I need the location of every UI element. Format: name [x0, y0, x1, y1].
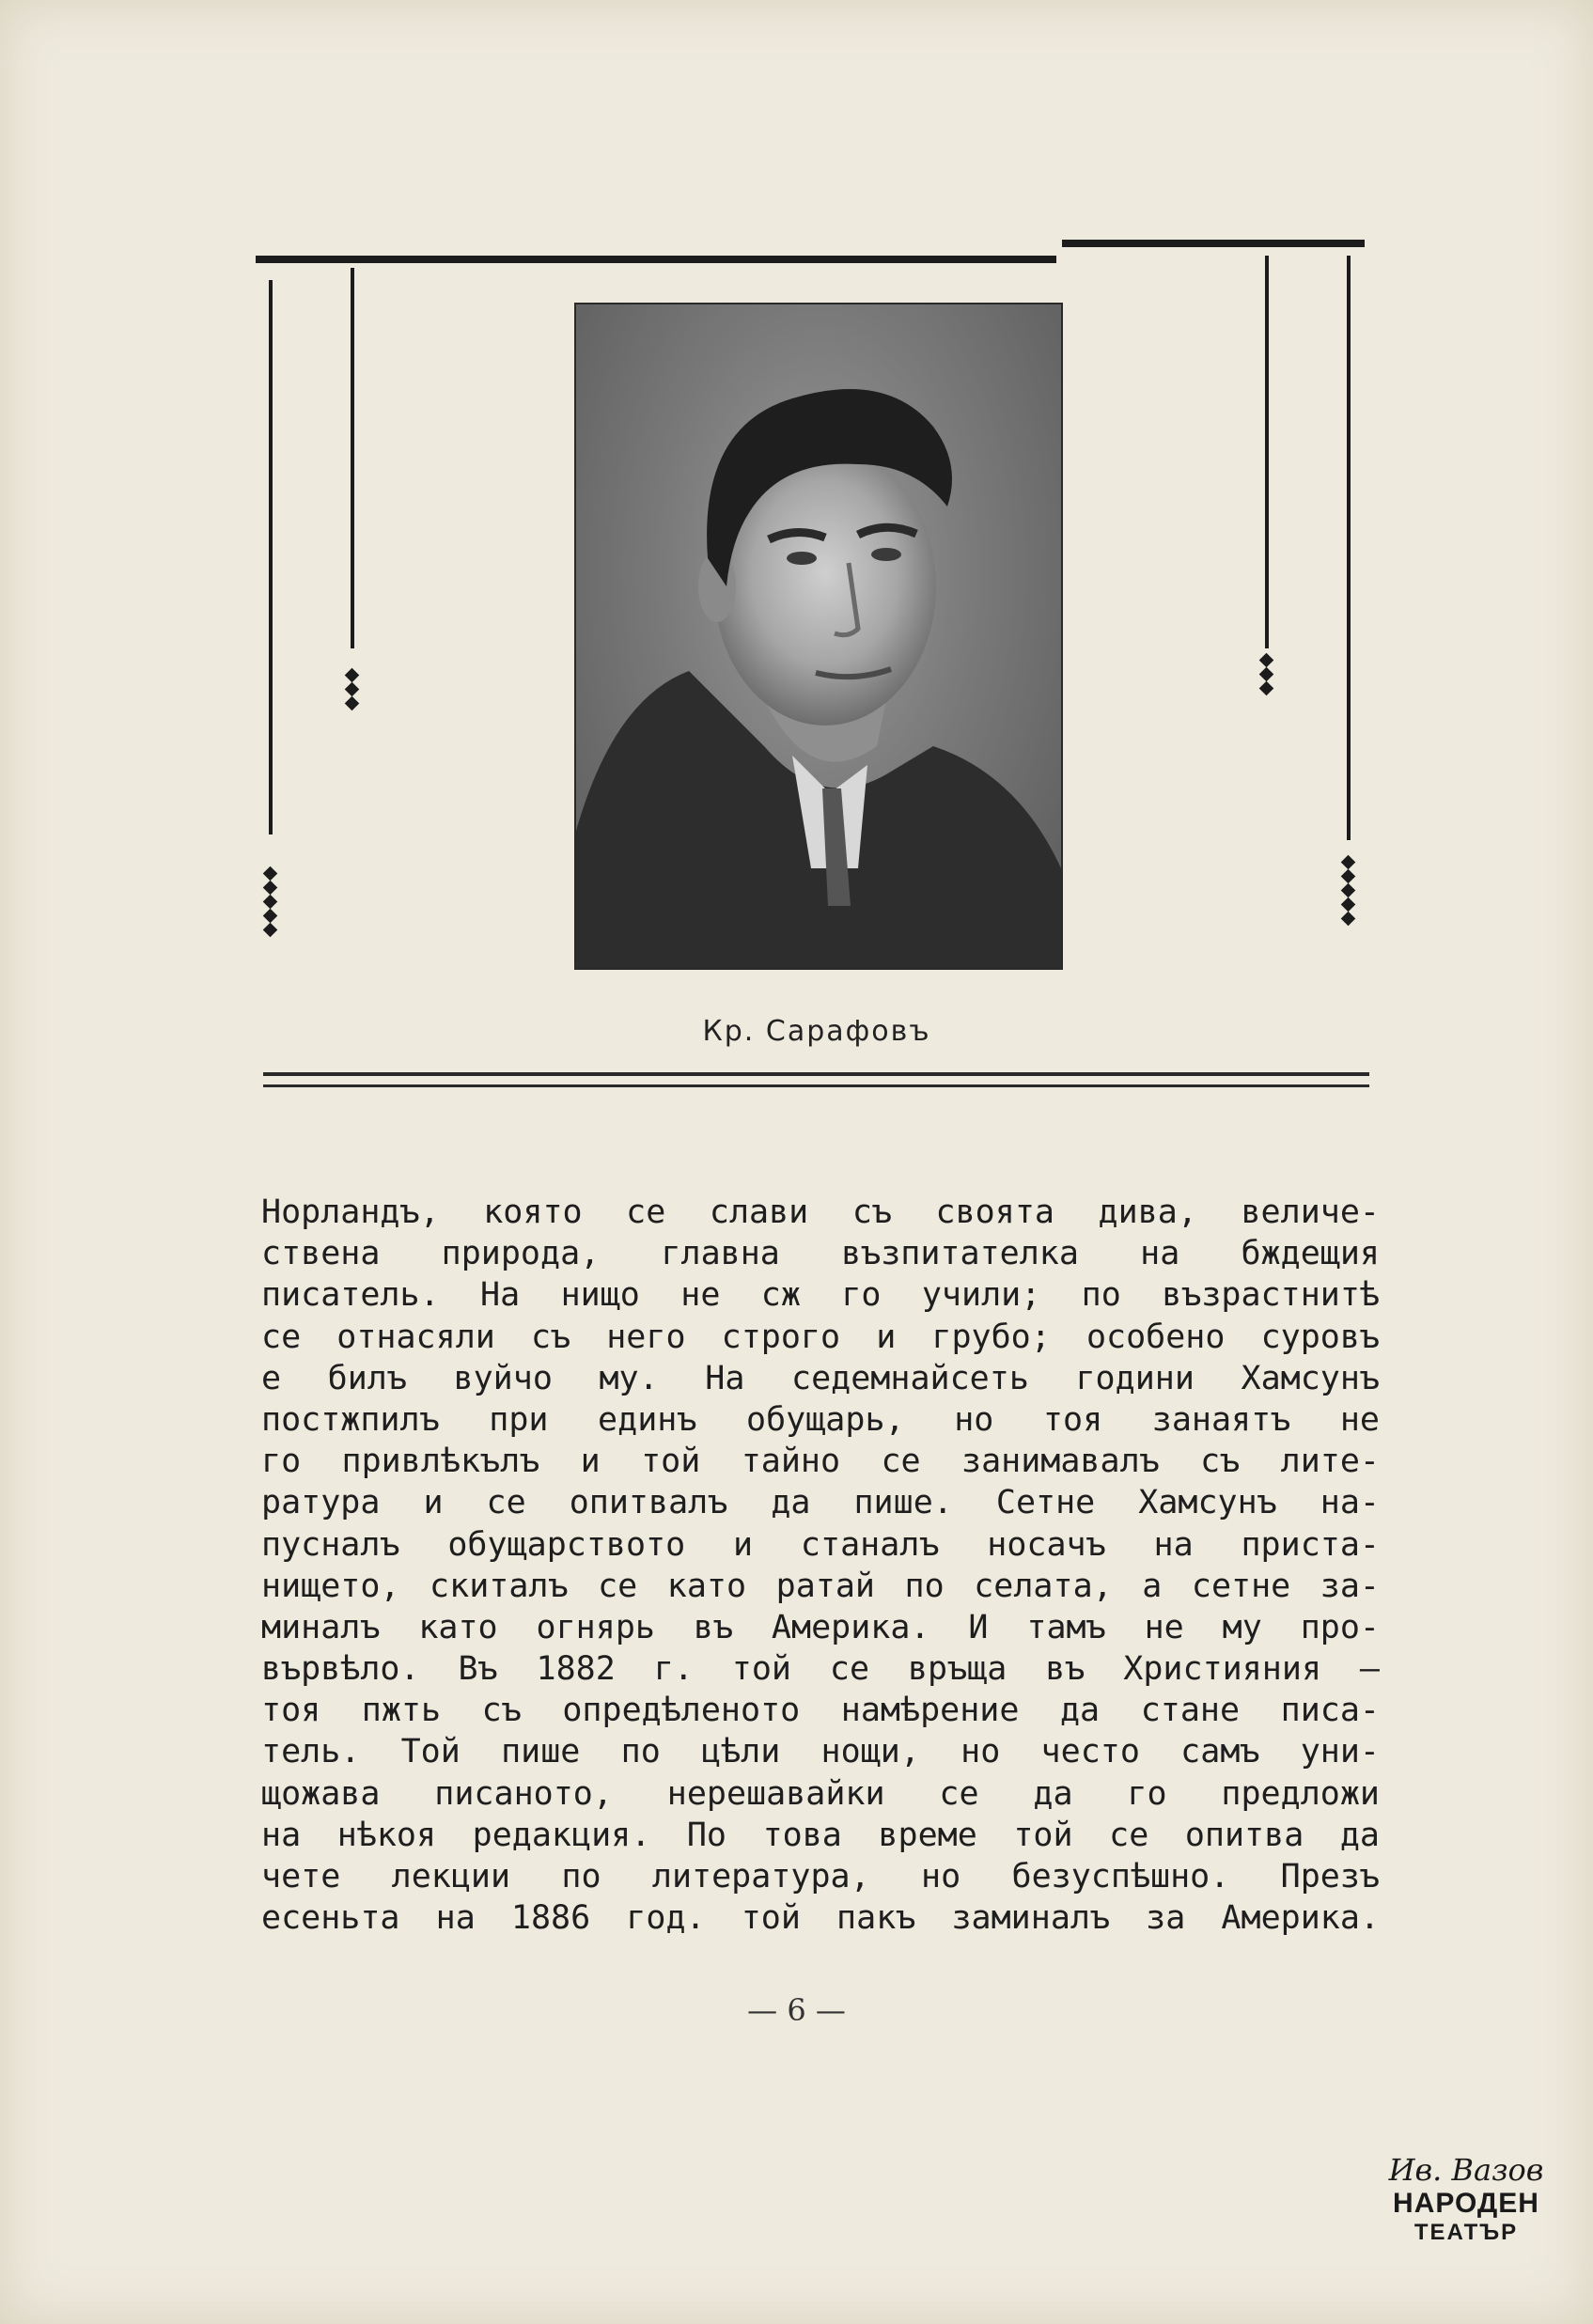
body-paragraph [261, 1192, 1380, 1939]
frame-left-outer-line [269, 280, 273, 834]
text-line: есеньта на 1886 год. той пакъ заминалъ за Америка. [261, 1899, 1380, 1938]
text-line: постжпилъ при единъ обущарь, но тоя занаятъ не [261, 1400, 1380, 1439]
frame-right-outer-line [1347, 256, 1351, 840]
stamp-line-2: ТЕАТЪР [1413, 2220, 1519, 2245]
text-line: е билъ вуйчо му. На седемнайсеть години Хамсунъ [261, 1359, 1380, 1397]
text-line: на нѣкоя редакция. По това време той се опитва да [261, 1816, 1380, 1854]
text-line: тель. Той пише по цѣли нощи, но често самъ уни- [261, 1733, 1380, 1771]
portrait-illustration [576, 304, 1061, 968]
text-line: щожава писаното, нерешавайки се да го предложи [261, 1774, 1380, 1813]
frame-left-inner-line [351, 268, 354, 648]
page-number: — 6 — [747, 1992, 846, 2028]
text-line: ствена природа, главна възпитателка на бждещия [261, 1235, 1380, 1273]
text-line: Норландъ, която се слави съ своята дива, величе- [261, 1193, 1380, 1231]
frame-right-inner-dots [1261, 655, 1272, 694]
frame-right-inner-line [1265, 256, 1269, 648]
frame-bottom-rule-thin [263, 1084, 1369, 1087]
text-line: миналъ като огнярь въ Америка. И тамъ не му про- [261, 1608, 1380, 1646]
text-line: нището, скиталъ се като ратай по селата, а сетне за- [261, 1567, 1380, 1605]
text-line: чете лекции по литература, но безуспѣшно. Презъ [261, 1858, 1380, 1895]
portrait-photo [574, 303, 1063, 970]
frame-left-inner-dots [347, 670, 357, 709]
frame-top-rule-right [1062, 240, 1365, 247]
text-line: тоя пжть съ опредѣленото намѣрение да стане писа- [261, 1692, 1380, 1730]
portrait-caption: Кр. Сарафовъ [702, 1015, 931, 1048]
frame-top-rule-left [256, 256, 1056, 263]
archive-stamp-logo [1382, 2152, 1551, 2265]
frame-bottom-rule [263, 1072, 1369, 1076]
text-line: пусналъ обущарството и станалъ носачъ на приста- [261, 1525, 1380, 1564]
stamp-line-1: НАРОДЕН [1393, 2188, 1539, 2219]
text-line: се отнасяли съ него строго и грубо; особено суровъ [261, 1318, 1380, 1356]
text-line: ратура и се опитвалъ да пише. Сетне Хамсунъ на- [261, 1484, 1380, 1522]
text-line: писатель. На нищо не сж го учили; по възрастнитѣ [261, 1276, 1380, 1315]
frame-left-outer-dots [265, 868, 275, 935]
text-line: го привлѣкълъ и той тайно се занимавалъ съ лите- [261, 1443, 1380, 1481]
text-line: вървѣло. Въ 1882 г. той се връща въ Християния — [261, 1650, 1380, 1689]
stamp-script-text: Ив. Вазов [1388, 2152, 1544, 2188]
frame-right-outer-dots [1343, 857, 1353, 924]
